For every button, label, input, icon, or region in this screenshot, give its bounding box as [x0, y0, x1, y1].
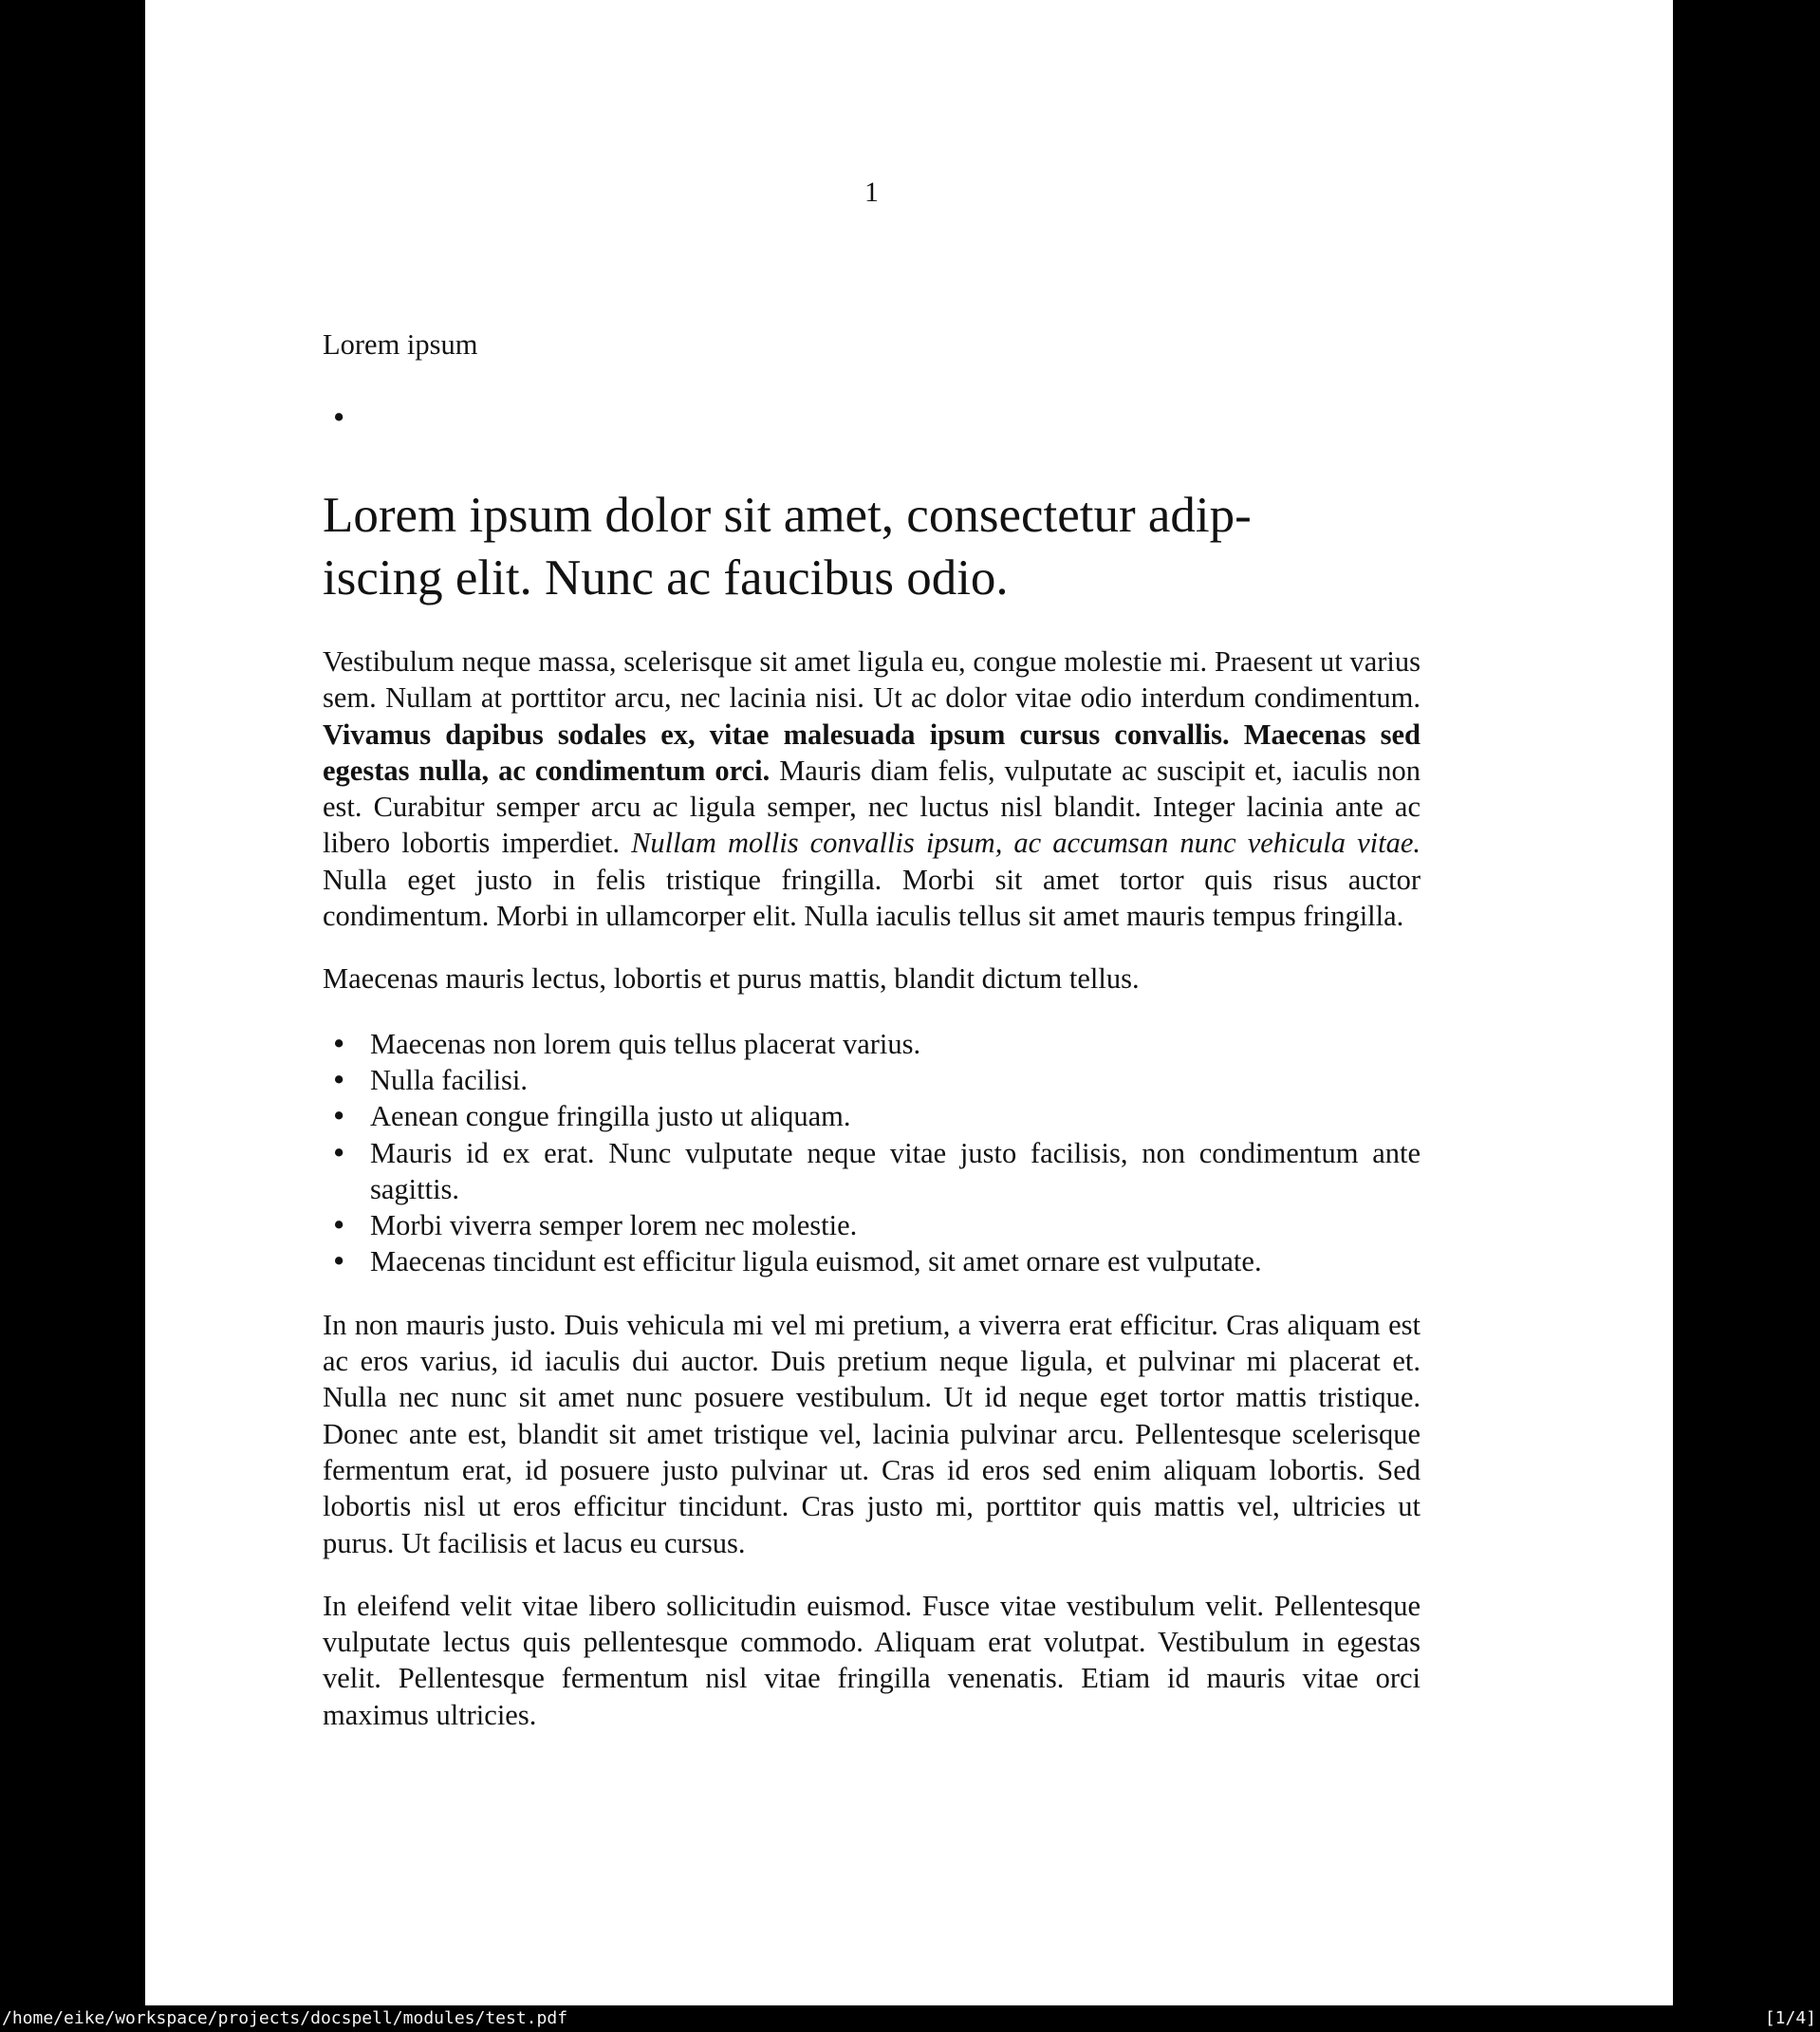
- pdf-page[interactable]: [145, 0, 1673, 2005]
- intro-line: Lorem ipsum: [323, 328, 478, 361]
- empty-bullet-item: [323, 401, 1421, 437]
- page-number: 1: [864, 177, 879, 208]
- list-item-text: Morbi viverra semper lorem nec molestie.: [370, 1209, 858, 1242]
- list-item-text: Maecenas non lorem quis tellus placerat varius.: [370, 1027, 921, 1060]
- bullet-list: [323, 1026, 1421, 1280]
- text-run: Vestibulum neque massa, scelerisque sit amet ligula eu, congue molestie mi. Praesent ut varius sem. Nullam at porttitor arcu, nec lacinia nisi. Ut ac dolor vitae odio interdum condimentum.: [323, 645, 1421, 715]
- list-item: [323, 1026, 1421, 1062]
- document-title-line-1: Lorem ipsum dolor sit amet, consectetur adip-: [323, 488, 1252, 543]
- bullet-icon: •: [333, 399, 345, 436]
- statusbar-file-path: /home/eike/workspace/projects/docspell/modules/test.pdf: [2, 2007, 568, 2028]
- statusbar-page-indicator: [1/4]: [1764, 2007, 1816, 2028]
- list-item: [323, 1062, 1421, 1098]
- statusbar: [0, 2005, 1820, 2032]
- document-title: [323, 484, 1421, 609]
- paragraph-1: [323, 643, 1421, 934]
- bullet-icon: •: [333, 1133, 345, 1171]
- bullet-icon: •: [333, 1060, 345, 1098]
- list-item: [323, 1207, 1421, 1243]
- paragraph-3: In non mauris justo. Duis vehicula mi vel mi pretium, a viverra erat efficitur. Cras aliquam est ac eros varius, id iaculis dui auctor. Duis pretium neque ligula, et pulvinar mi placerat et. Nulla nec nunc sit amet nunc posuere vestibulum. Ut id neque eget tortor mattis tristique. Donec ante est, blandit sit amet tristique vel, lacinia pulvinar arcu. Pellentesque scelerisque fermentum erat, id posuere justo pulvinar ut. Cras id eros sed enim aliquam lobortis. Sed lobortis nisl ut eros efficitur tincidunt. Cras justo mi, porttitor quis mattis vel, ultricies ut purus. Ut facilisis et lacus eu cursus.: [323, 1308, 1421, 1559]
- list-item-text: Aenean congue fringilla justo ut aliquam.: [370, 1100, 851, 1133]
- bullet-icon: •: [333, 1242, 345, 1280]
- list-item: [323, 1098, 1421, 1134]
- list-item-text: Mauris id ex erat. Nunc vulputate neque vitae justo facilisis, non condimentum ante sagittis.: [370, 1136, 1421, 1205]
- list-item: [323, 1243, 1421, 1279]
- document-title-line-2: iscing elit. Nunc ac faucibus odio.: [323, 550, 1009, 606]
- paragraph-4: In eleifend velit vitae libero sollicitudin euismod. Fusce vitae vestibulum velit. Pellentesque vulputate lectus quis pellentesque commodo. Aliquam erat volutpat. Vestibulum in egestas velit. Pellentesque fermentum nisl vitae fringilla venenatis. Etiam id mauris vitae orci maximus ultricies.: [323, 1589, 1421, 1731]
- paragraph-2: Maecenas mauris lectus, lobortis et purus mattis, blandit dictum tellus.: [323, 962, 1140, 996]
- bullet-icon: •: [333, 1097, 345, 1135]
- text-run: Nulla eget justo in felis tristique fringilla. Morbi sit amet tortor quis risus auctor condimentum. Morbi in ullamcorper elit. Nulla iaculis tellus sit amet mauris tempus fringilla.: [323, 863, 1421, 933]
- list-item-text: Nulla facilisi.: [370, 1063, 529, 1096]
- list-item: [323, 1135, 1421, 1208]
- bold-text-run: Vivamus dapibus sodales ex, vitae malesuada ipsum cursus convallis. Maecenas sed egestas nulla, ac condimentum orci.: [323, 718, 1421, 787]
- text-column: [323, 0, 1421, 1733]
- bullet-icon: •: [333, 1206, 345, 1244]
- list-item-text: Maecenas tincidunt est efficitur ligula euismod, sit amet ornare est vulputate.: [370, 1245, 1262, 1278]
- text-run: Mauris diam felis, vulputate ac suscipit et, iaculis non est. Curabitur semper arcu ac ligula semper, nec luctus nisl blandit. Integer lacinia ante ac libero lobortis imperdiet.: [323, 754, 1421, 860]
- italic-text-run: Nullam mollis convallis ipsum, ac accumsan nunc vehicula vitae.: [631, 827, 1421, 860]
- bullet-icon: •: [333, 1024, 345, 1062]
